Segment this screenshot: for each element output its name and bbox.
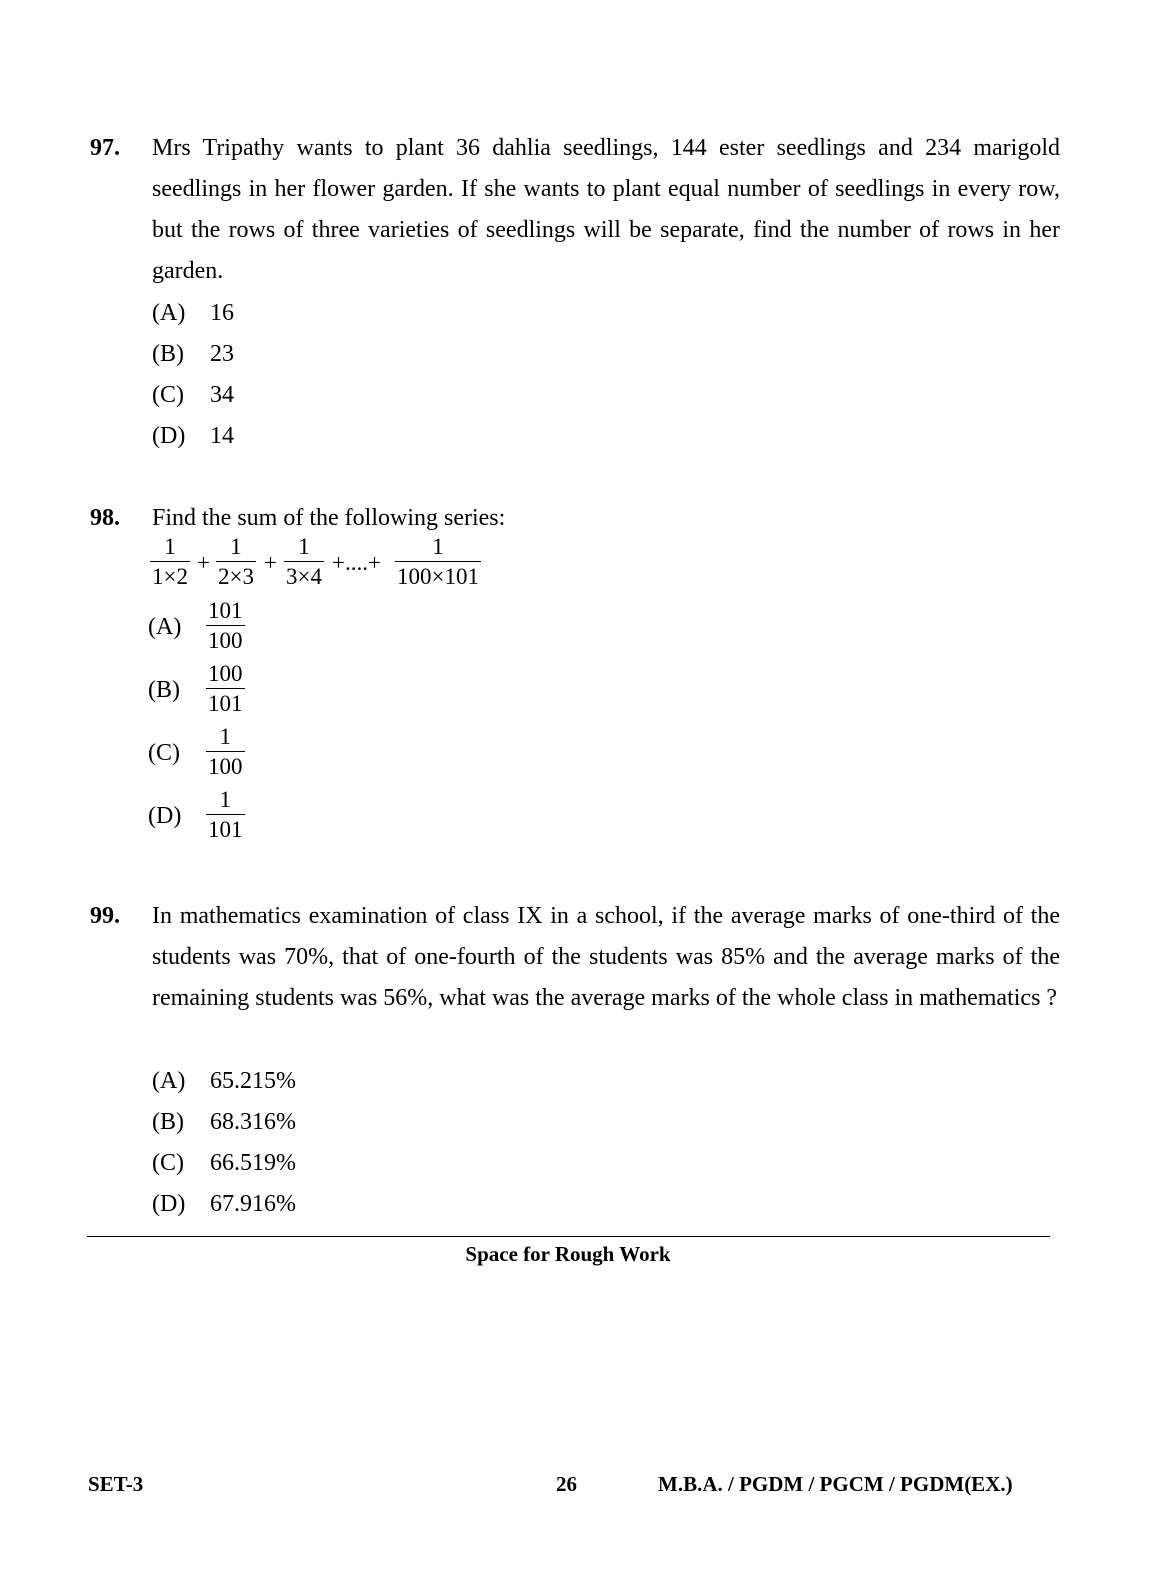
option-label: (B): [148, 677, 180, 703]
series-term-1: [150, 532, 190, 591]
option-value: 23: [210, 341, 234, 367]
option-value: 66.519%: [210, 1150, 296, 1176]
series-term-3: [284, 532, 324, 591]
option-label: (A): [152, 1068, 186, 1094]
option-value: 65.215%: [210, 1068, 296, 1094]
option-label: (C): [152, 1150, 184, 1176]
option-label: (A): [152, 300, 186, 326]
plus-sign: +: [264, 550, 277, 575]
question-number: 97.: [90, 135, 120, 161]
option-label: (C): [152, 382, 184, 408]
fraction-denominator: 101: [206, 814, 245, 844]
fraction-numerator: 1: [164, 534, 176, 559]
option-fraction: [206, 785, 245, 844]
option-fraction: [206, 596, 245, 655]
option-fraction: [206, 722, 245, 781]
fraction-numerator: 1: [219, 724, 231, 749]
plus-sign: +: [197, 550, 210, 575]
fraction-denominator: 100: [206, 625, 245, 655]
fraction-numerator: 1: [432, 534, 444, 559]
fraction-numerator: 100: [208, 661, 243, 686]
fraction-denominator: 100: [206, 751, 245, 781]
footer-page-number: 26: [556, 1472, 577, 1496]
question-number: 98.: [90, 505, 120, 531]
option-a[interactable]: [152, 1061, 296, 1102]
series-term-last: [395, 532, 481, 591]
option-label: (D): [152, 1191, 186, 1217]
ellipsis: +....+: [332, 550, 381, 575]
option-b[interactable]: [152, 1102, 296, 1143]
option-value: 16: [210, 300, 234, 326]
rough-work-label: Space for Rough Work: [465, 1242, 671, 1266]
question-text: Find the sum of the following series:: [152, 505, 506, 531]
option-fraction: [206, 659, 245, 718]
question-number: 99.: [90, 903, 120, 929]
question-text: In mathematics examination of class IX in a school, if the average marks of one-third of the students was 70%, that of one-fourth of the students was 85% and the average marks of the remaining students was 56%, what was the average marks of the whole class in mathematics ?: [152, 903, 1060, 1011]
option-c[interactable]: [152, 1143, 296, 1184]
option-label: (D): [152, 423, 186, 449]
option-value: 14: [210, 423, 234, 449]
fraction-denominator: 2×3: [216, 561, 256, 591]
option-value: 67.916%: [210, 1191, 296, 1217]
fraction-numerator: 1: [230, 534, 242, 559]
option-d[interactable]: [152, 1184, 296, 1225]
fraction-denominator: 100×101: [395, 561, 481, 591]
option-b[interactable]: [152, 334, 234, 375]
fraction-numerator: 101: [208, 598, 243, 623]
series-term-2: [216, 532, 256, 591]
option-value: 68.316%: [210, 1109, 296, 1135]
fraction-numerator: 1: [298, 534, 310, 559]
option-value: 34: [210, 382, 234, 408]
footer-set: SET-3: [88, 1472, 144, 1496]
option-d[interactable]: [152, 416, 234, 457]
option-label: (A): [148, 614, 182, 640]
fraction-numerator: 1: [219, 787, 231, 812]
option-label: (B): [152, 1109, 184, 1135]
option-label: (C): [148, 740, 180, 766]
option-c[interactable]: [152, 375, 234, 416]
fraction-denominator: 101: [206, 688, 245, 718]
option-label: (D): [148, 803, 182, 829]
option-label: (B): [152, 341, 184, 367]
footer-course: M.B.A. / PGDM / PGCM / PGDM(EX.): [658, 1472, 1013, 1496]
question-text: Mrs Tripathy wants to plant 36 dahlia seedlings, 144 ester seedlings and 234 marigold seedlings in her flower garden. If she wants to plant equal number of seedlings in every row, but the rows of three varieties of seedlings will be separate, find the number of rows in her garden.: [152, 135, 1060, 284]
fraction-denominator: 1×2: [150, 561, 190, 591]
option-a[interactable]: [152, 293, 234, 334]
fraction-denominator: 3×4: [284, 561, 324, 591]
divider-line: [87, 1236, 1050, 1237]
